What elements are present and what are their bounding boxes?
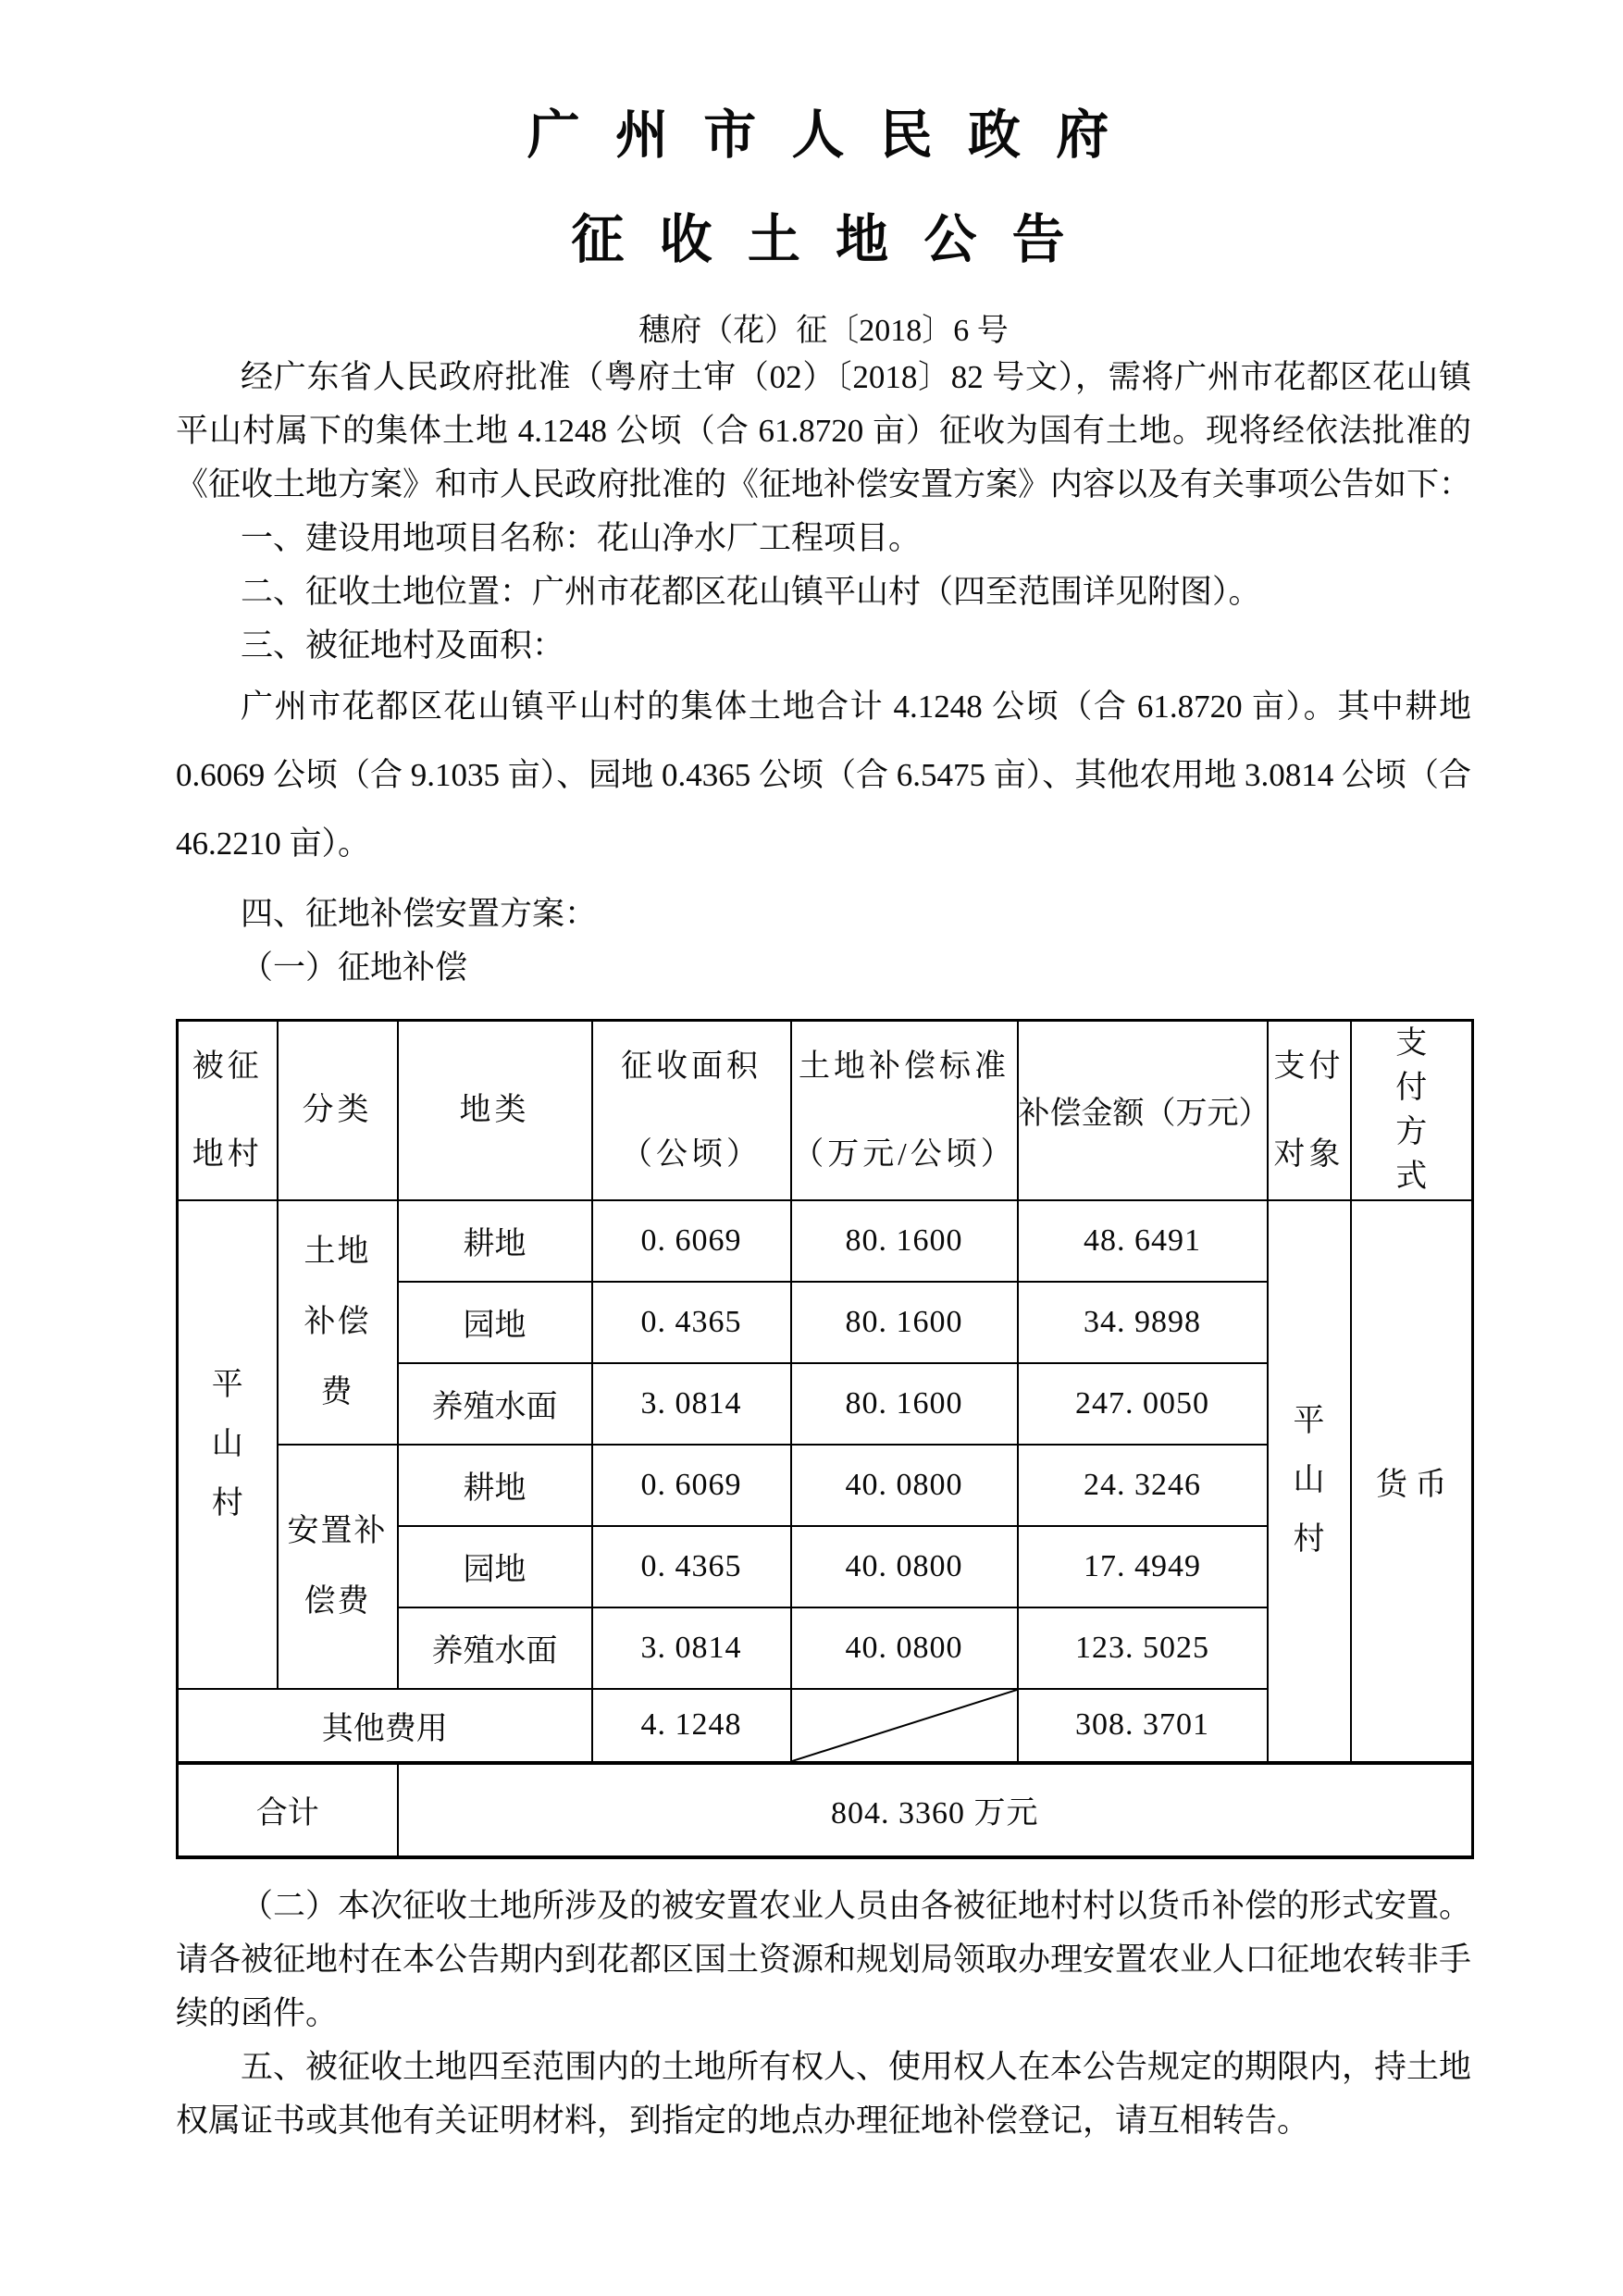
amount-cell: 34. 9898 bbox=[1018, 1282, 1268, 1363]
pay-method-cell: 货 币 bbox=[1351, 1200, 1473, 1763]
list-item-two: 二、征收土地位置：广州市花都区花山镇平山村（四至范围详见附图）。 bbox=[241, 573, 1261, 610]
page-subtitle: 征 收 土 地 公 告 bbox=[571, 211, 1076, 269]
table-row bbox=[178, 1200, 1473, 1282]
pay-target-cell: 平 山 村 bbox=[1268, 1200, 1351, 1763]
header-amount: 补偿金额（万元） bbox=[1018, 1020, 1268, 1200]
list-item-four: 四、征地补偿安置方案： bbox=[241, 895, 598, 932]
land-type-cell: 养殖水面 bbox=[398, 1607, 592, 1689]
header-land-type: 地类 bbox=[398, 1020, 592, 1200]
land-comp-label: 土地 补偿 费 bbox=[278, 1200, 398, 1445]
area-cell: 0. 4365 bbox=[592, 1282, 791, 1363]
other-fees-area: 4. 1248 bbox=[592, 1689, 791, 1763]
total-value: 804. 3360 万元 bbox=[398, 1763, 1473, 1857]
header-area: 征收面积 （公顷） bbox=[592, 1020, 791, 1200]
amount-cell: 48. 6491 bbox=[1018, 1200, 1268, 1282]
list-item-five: 五、被征收土地四至范围内的土地所有权人、使用权人在本公告规定的期限内，持土地权属证书或其他有关证明材料，到指定的地点办理征地补偿登记，请互相转告。 bbox=[176, 2048, 1472, 2139]
paragraph-resettle: （二）本次征收土地所涉及的被安置农业人员由各被征地村村以货币补偿的形式安置。请各被征地村在本公告期内到花都区国土资源和规划局领取办理安置农业人口征地农转非手续的函件。 bbox=[176, 1887, 1472, 2031]
list-item-one: 一、建设用地项目名称：花山净水厂工程项目。 bbox=[241, 519, 922, 556]
area-cell: 3. 0814 bbox=[592, 1607, 791, 1689]
land-type-cell: 园地 bbox=[398, 1282, 592, 1363]
standard-cell: 40. 0800 bbox=[791, 1445, 1018, 1526]
document-body-after-table bbox=[176, 1880, 1471, 2148]
paragraph-area-detail: 广州市花都区花山镇平山村的集体土地合计 4.1248 公顷（合 61.8720 亩）。其中耕地 0.6069 公顷（合 9.1035 亩）、园地 0.4365 公顷（合 6.5475 亩）、其他农用地 3.0814 公顷（合 46.2210 亩）。 bbox=[176, 688, 1472, 862]
paragraph-intro: 经广东省人民政府批准（粤府土审（02）〔2018〕82 号文），需将广州市花都区花山镇平山村属下的集体土地 4.1248 公顷（合 61.8720 亩）征收为国有土地。现将经依法批准的《征收土地方案》和市人民政府批准的《征地补偿安置方案》内容以及有关事项公告如下： bbox=[176, 358, 1472, 503]
total-label: 合计 bbox=[178, 1763, 398, 1857]
area-cell: 0. 4365 bbox=[592, 1526, 791, 1607]
blank-slashed-cell bbox=[791, 1689, 1018, 1763]
land-type-cell: 耕地 bbox=[398, 1445, 592, 1526]
header-category: 分类 bbox=[278, 1020, 398, 1200]
land-type-cell: 耕地 bbox=[398, 1200, 592, 1282]
compensation-table-wrap bbox=[176, 1019, 1471, 1859]
standard-cell: 40. 0800 bbox=[791, 1607, 1018, 1689]
header-pay-method: 支 付 方 式 bbox=[1351, 1020, 1473, 1200]
compensation-table bbox=[176, 1019, 1474, 1859]
land-type-cell: 养殖水面 bbox=[398, 1363, 592, 1445]
land-type-cell: 园地 bbox=[398, 1526, 592, 1607]
total-row bbox=[178, 1763, 1473, 1857]
document-body bbox=[176, 351, 1471, 995]
header-pay-target: 支付 对象 bbox=[1268, 1020, 1351, 1200]
resettle-comp-label: 安置补 偿费 bbox=[278, 1445, 398, 1689]
other-fees-label: 其他费用 bbox=[178, 1689, 592, 1763]
document-number: 穗府（花）征〔2018〕6 号 bbox=[638, 314, 1009, 348]
amount-cell: 247. 0050 bbox=[1018, 1363, 1268, 1445]
header-standard: 土地补偿标准 （万元/公顷） bbox=[791, 1020, 1018, 1200]
amount-cell: 24. 3246 bbox=[1018, 1445, 1268, 1526]
diagonal-line bbox=[792, 1690, 1017, 1761]
area-cell: 3. 0814 bbox=[592, 1363, 791, 1445]
subitem-one: （一）征地补偿 bbox=[241, 949, 468, 986]
standard-cell: 80. 1600 bbox=[791, 1200, 1018, 1282]
amount-cell: 123. 5025 bbox=[1018, 1607, 1268, 1689]
standard-cell: 40. 0800 bbox=[791, 1526, 1018, 1607]
standard-cell: 80. 1600 bbox=[791, 1363, 1018, 1445]
table-header-row bbox=[178, 1020, 1473, 1200]
area-cell: 0. 6069 bbox=[592, 1445, 791, 1526]
list-item-three: 三、被征地村及面积： bbox=[241, 627, 565, 664]
village-cell: 平 山 村 bbox=[178, 1200, 278, 1689]
standard-cell: 80. 1600 bbox=[791, 1282, 1018, 1363]
page-title: 广 州 市 人 民 政 府 bbox=[527, 106, 1121, 165]
amount-cell: 17. 4949 bbox=[1018, 1526, 1268, 1607]
header-village: 被征 地村 bbox=[178, 1020, 278, 1200]
other-fees-amount: 308. 3701 bbox=[1018, 1689, 1268, 1763]
area-cell: 0. 6069 bbox=[592, 1200, 791, 1282]
